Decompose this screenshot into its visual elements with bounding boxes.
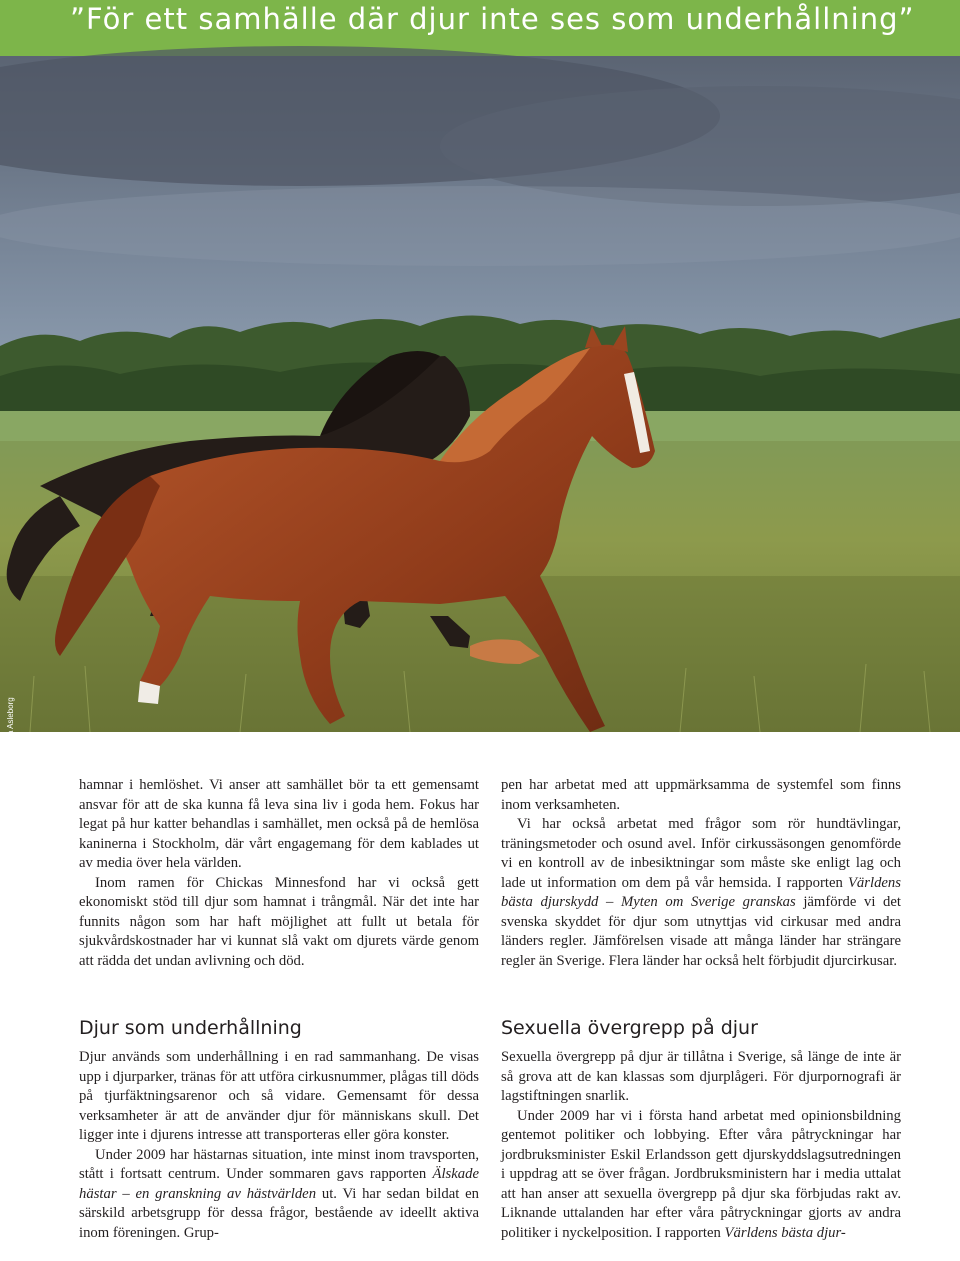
text-run: Under 2009 har vi i första hand arbetat med opinionsbildning gentemot politiker och lobbying. Efter våra påtryckningar har jordbruksminister Eskil Erlandsson gett djurskyddslagsutredningen i uppdrag att se över frågan. Jordbruksministern har i media uttalat att han anser att sexuella övergrepp på djur ska förbjudas rakt av. Liknande uttalanden har efter våra påtryckningar gjorts av andra politiker i nyckelposition. I rapporten: [501, 1107, 901, 1241]
paragraph: hamnar i hemlöshet. Vi anser att samhället bör ta ett gemensamt ansvar för att de ska kunna få leva sina liv i goda hem. Fokus har legat på hur katter behandlas i samhället, men också på de hemlösa kaninerna i Stockholm, där vårt engagemang för dem kablades ut av media över hela världen.: [79, 777, 479, 871]
report-title: Älskade hästar – en granskning av hästvärlden: [79, 1166, 479, 1202]
text-run: Vi har också arbetat med frågor som rör hundtävlingar, träningsmetoder och osund avel. Inför cirkussäsongen genomförde vi en kontroll av de inbesiktningar som måste ske enligt lag och lade ut information om dem på vår hemsida. I rapporten: [501, 816, 901, 891]
text-run: ut. Vi har sedan bildat en särskild arbetsgrupp för dessa frågor, bestående av ideellt aktiva inom föreningen. Grup-: [79, 1185, 479, 1241]
paragraph: Inom ramen för Chickas Minnesfond har vi också gett ekonomiskt stöd till djur som hamnat i trångmål. När det inte har funnits någon som har haft möjlighet att fullt ut betala för sjukvårdskostnader har vi kunnat slå vakt om djurets värde genom att rädda det undan avlivning och död.: [79, 874, 479, 969]
title-banner: [0, 0, 960, 56]
report-title: Världens bästa djur-: [724, 1224, 846, 1241]
paragraph: Sexuella övergrepp på djur är tillåtna i Sverige, så länge de inte är så grova att de kan klassas som djurplågeri. För djurpornografi är lagstiftningen snarlik.: [501, 1049, 901, 1104]
section-heading: Sexuella övergrepp på djur: [501, 1017, 758, 1039]
paragraph: Djur används som underhållning i en rad sammanhang. De visas upp i djurparker, tränas för att utföra cirkusnummer, plågas till döds på tjurfäktningsarenor och så vidare. Gemensamt för dessa verksamheter är att de använder djur för människans skull. Det ligger inte i djurens intresse att transporteras eller göra konster.: [79, 1049, 479, 1143]
report-title: Världens bästa djurskydd – Myten om Sverige granskas: [501, 874, 901, 910]
section-heading: Djur som underhållning: [79, 1017, 302, 1039]
page-title: ”För ett samhälle där djur inte ses som underhållning”: [70, 2, 915, 36]
horses-illustration: [0, 56, 960, 732]
horses-photo: [0, 56, 960, 768]
paragraph: [501, 1107, 901, 1244]
left-column-section: [79, 1016, 479, 1243]
photo-credit: Foto: Sara Asleborg: [6, 697, 15, 768]
paragraph: pen har arbetat med att uppmärksamma de systemfel som finns inom verksamheten.: [501, 777, 901, 813]
paragraph: [79, 1146, 479, 1244]
text-run: Under 2009 har hästarnas situation, inte minst inom travsporten, stått i fortsatt centrum. Under sommaren gavs rapporten: [79, 1146, 479, 1182]
right-column-section: [501, 1016, 901, 1243]
right-column: [501, 776, 901, 971]
left-column: [79, 776, 479, 971]
text-run: jämförde vi det svenska skyddet för djur som utnyttjas vid cirkusar med andra länders regler. Jämförelsen visade att många länder har strängare regler än Sverige. Flera länder har också helt förbjudit djurcirkusar.: [501, 894, 901, 969]
paragraph: [501, 815, 901, 971]
